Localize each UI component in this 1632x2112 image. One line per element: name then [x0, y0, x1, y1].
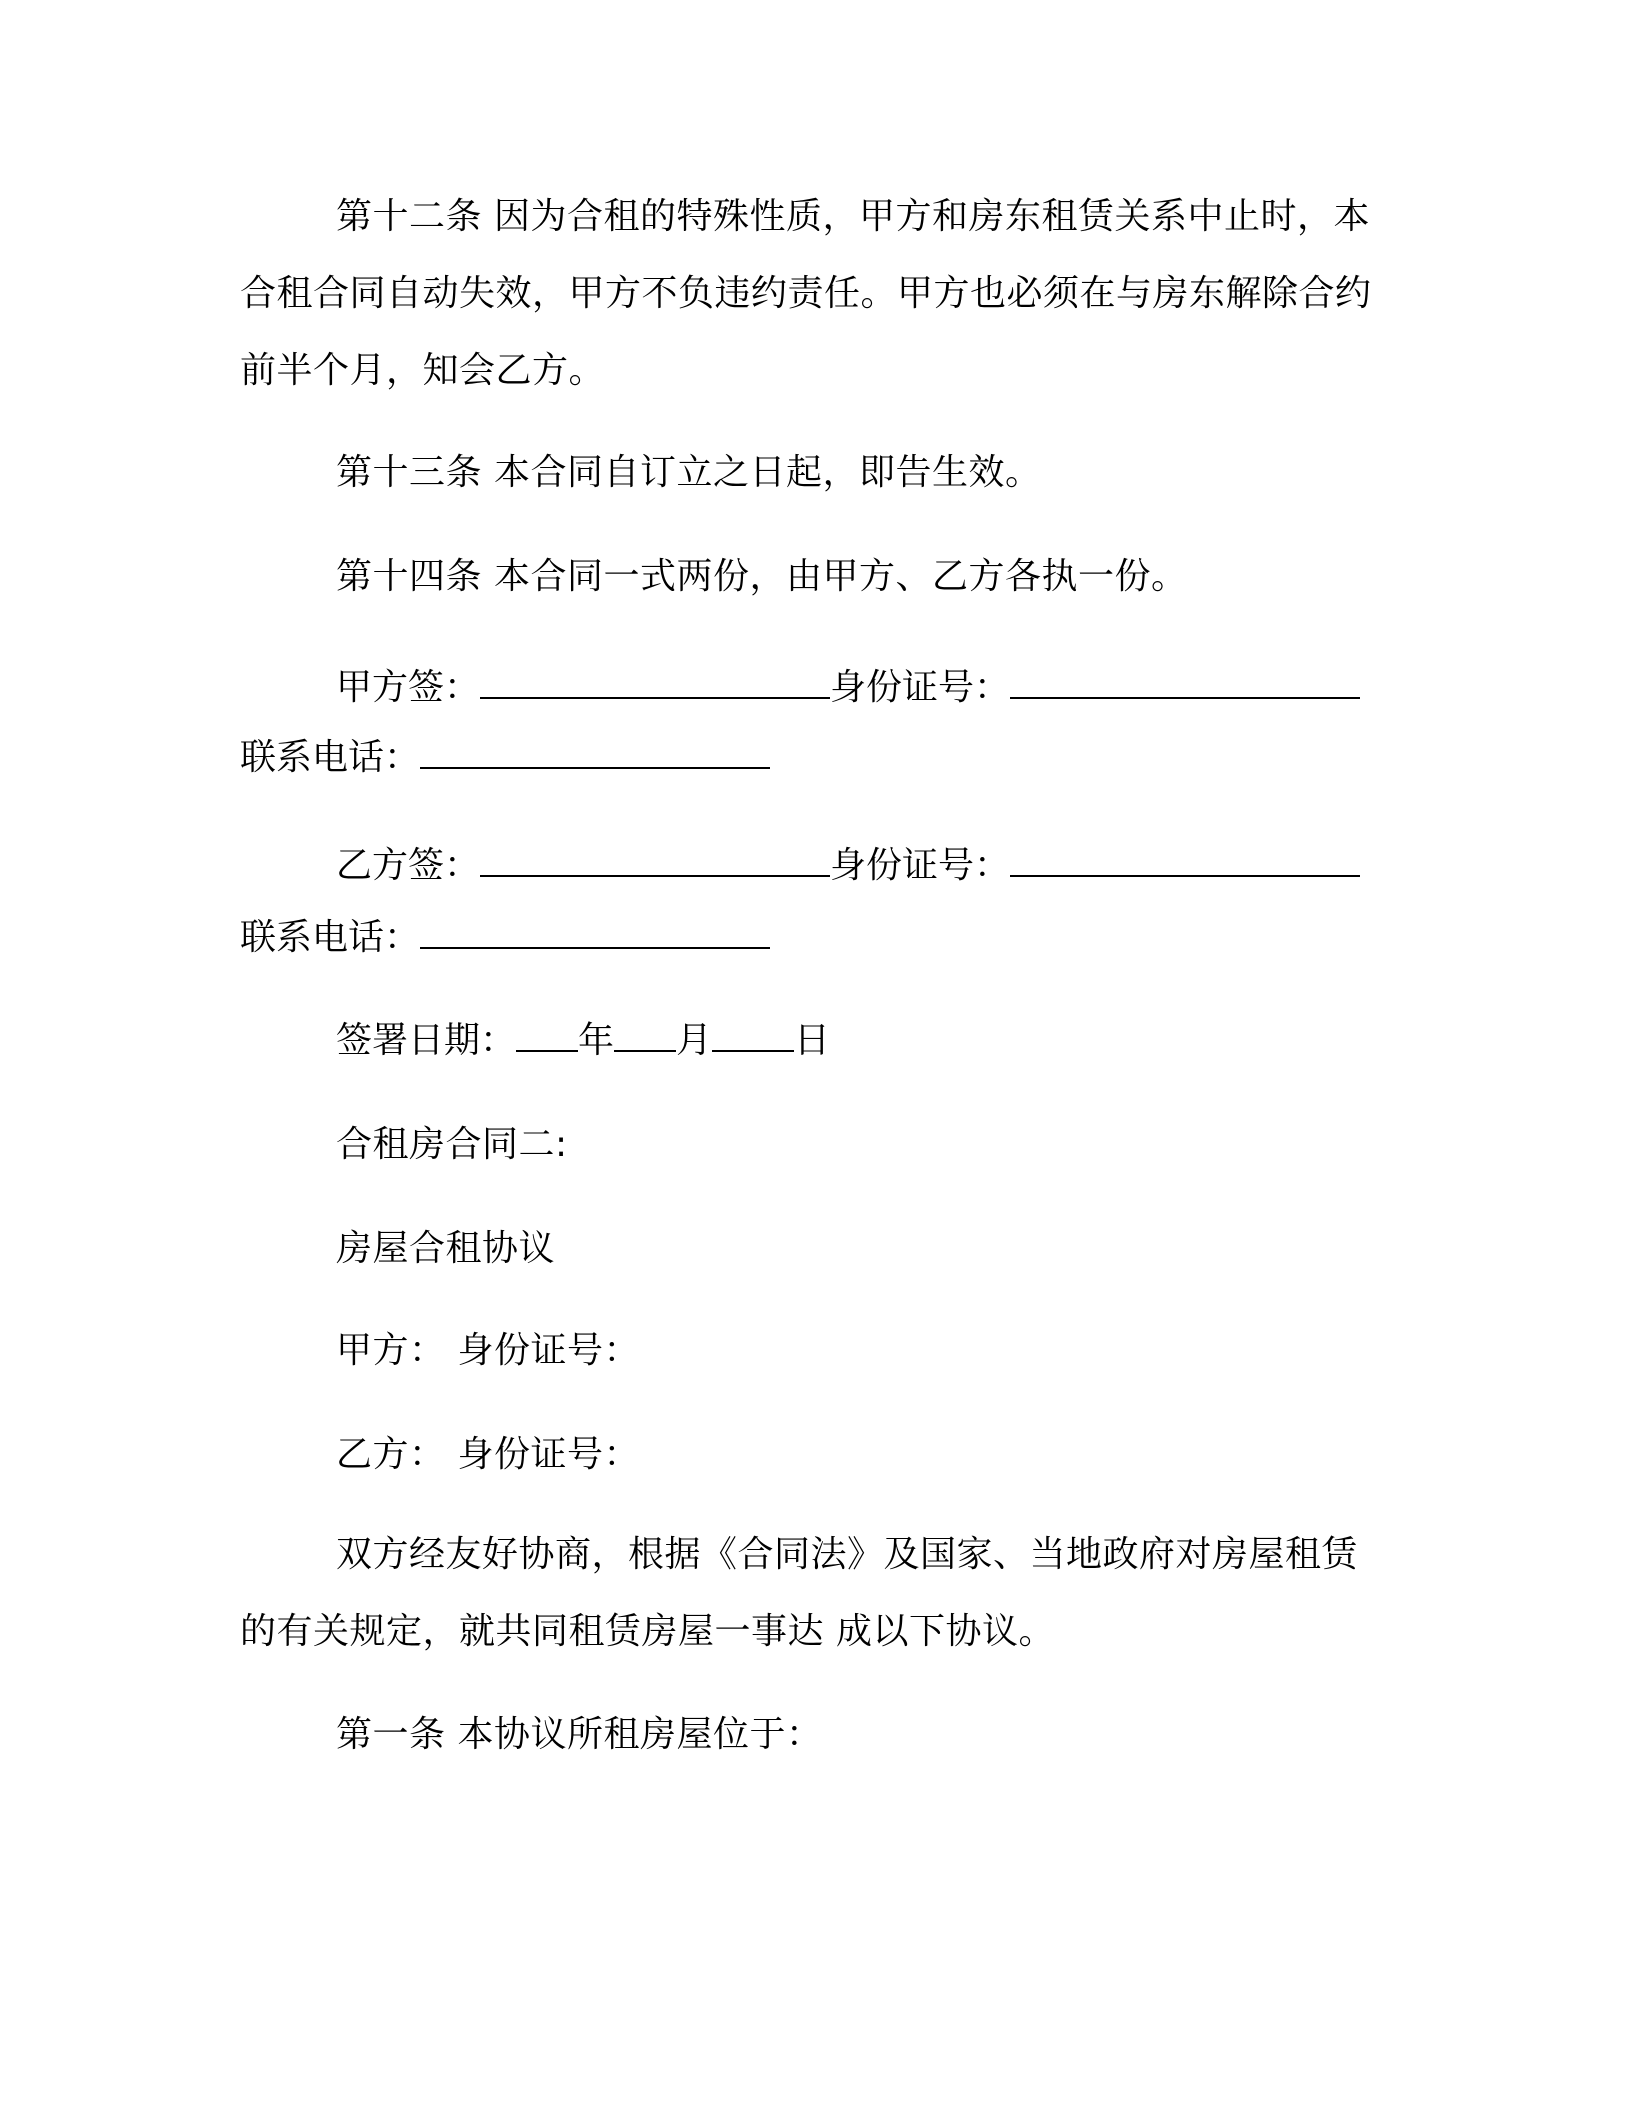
contract-2-party-a: 甲方： 身份证号：: [336, 1330, 640, 1371]
clause-13: 第十三条 本合同自订立之日起，即告生效。: [336, 452, 1042, 493]
party-b-sign-label: 乙方签：: [336, 845, 481, 886]
party-a-sign-label: 甲方签：: [336, 667, 481, 708]
party-a-signature-line: [336, 652, 1496, 724]
party-b-phone-blank[interactable]: [420, 917, 770, 949]
party-a-phone-label: 联系电话：: [240, 737, 421, 778]
party-b-signature-line: [336, 830, 1496, 902]
party-b-id-blank[interactable]: [1010, 845, 1360, 877]
contract-2-title: 房屋合租协议: [336, 1228, 556, 1269]
party-a-phone-blank[interactable]: [420, 737, 770, 769]
clause-12: 第十二条 因为合租的特殊性质，甲方和房东租赁关系中止时，本合租合同自动失效，甲方不负违约责任。甲方也必须在与房东解除合约前半个月，知会乙方。: [240, 196, 1372, 391]
date-label: 签署日期：: [336, 1020, 517, 1061]
day-blank[interactable]: [712, 1020, 794, 1052]
contract-2-party-b: 乙方： 身份证号：: [336, 1434, 640, 1475]
month-label: 月: [676, 1020, 713, 1061]
day-label: 日: [794, 1020, 831, 1061]
contract-2-intro: 双方经友好协商，根据《合同法》及国家、当地政府对房屋租赁的有关规定，就共同租赁房屋一事达 成以下协议。: [240, 1534, 1359, 1652]
party-b-phone-line: [240, 902, 1400, 974]
party-a-phone-line: [240, 722, 1400, 794]
clause-14: 第十四条 本合同一式两份，由甲方、乙方各执一份。: [336, 556, 1188, 597]
year-label: 年: [578, 1020, 615, 1061]
party-a-id-label: 身份证号：: [830, 667, 1011, 708]
month-blank[interactable]: [614, 1020, 676, 1052]
signing-date-line: [336, 1005, 1496, 1077]
party-b-sign-blank[interactable]: [480, 845, 830, 877]
year-blank[interactable]: [516, 1020, 578, 1052]
party-a-id-blank[interactable]: [1010, 667, 1360, 699]
contract-2-heading: 合租房合同二:: [336, 1124, 568, 1165]
party-b-phone-label: 联系电话：: [240, 917, 421, 958]
contract-2-clause-1: 第一条 本协议所租房屋位于：: [336, 1714, 823, 1755]
party-b-id-label: 身份证号：: [830, 845, 1011, 886]
party-a-sign-blank[interactable]: [480, 667, 830, 699]
